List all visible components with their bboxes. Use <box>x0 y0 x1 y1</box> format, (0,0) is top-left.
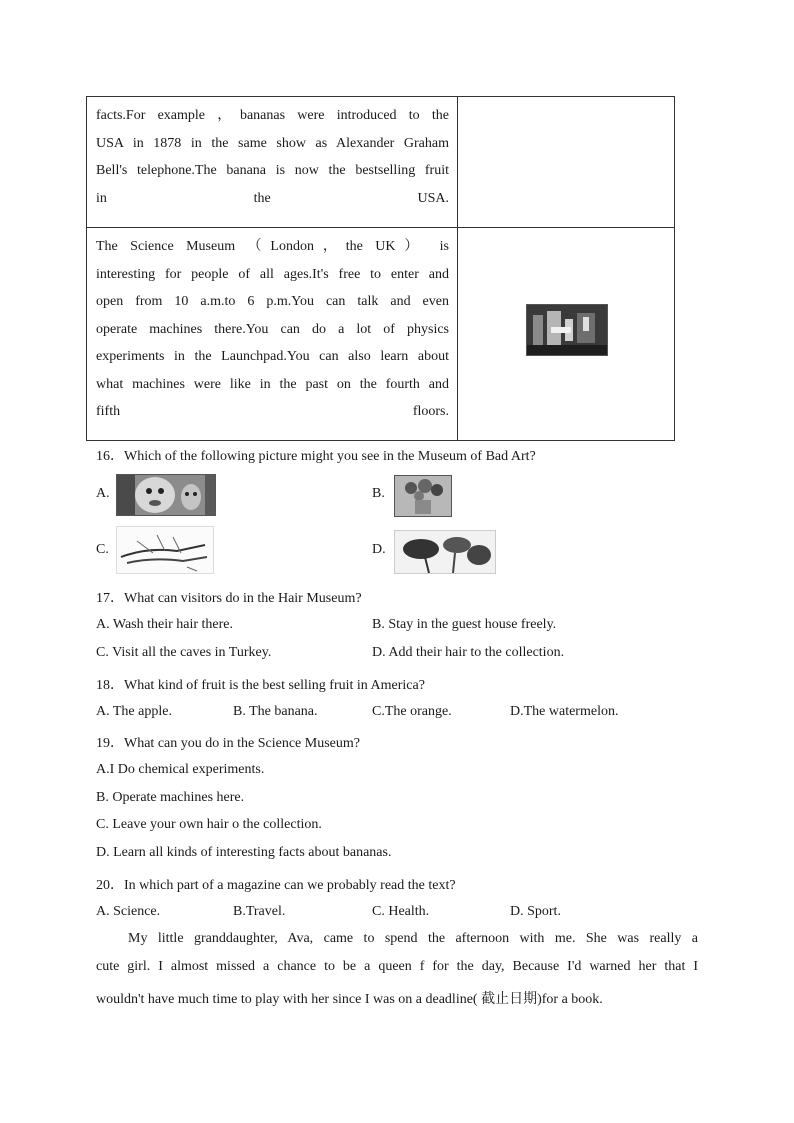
row2-line: experiments in the Launchpad.You can also learn about <box>96 349 449 364</box>
q16-option-c-image[interactable] <box>116 526 214 574</box>
q18-option-b[interactable]: B. The banana. <box>233 704 318 719</box>
q20-option-b[interactable]: B.Travel. <box>233 904 286 919</box>
q18-option-c[interactable]: C.The orange. <box>372 704 452 719</box>
question-16-stem: 16．Which of the following picture might you see in the Museum of Bad Art? <box>96 449 536 464</box>
q16-option-d-image[interactable] <box>394 530 496 574</box>
row2-line: open from 10 a.m.to 6 p.m.You can talk and even <box>96 294 449 309</box>
q16-option-b-image[interactable] <box>394 475 452 517</box>
row2-line: interesting for people of all ages.It's free to enter and <box>96 266 449 282</box>
table-row <box>87 228 675 441</box>
row1-line: facts.For example ，bananas were introduced to the <box>96 108 449 123</box>
q19-option-a[interactable]: A.I Do chemical experiments. <box>96 762 265 777</box>
q16-option-d-label: D. <box>372 542 386 557</box>
q17-option-c[interactable]: C. Visit all the caves in Turkey. <box>96 645 272 660</box>
question-18-stem: 18．What kind of fruit is the best selling fruit in America? <box>96 678 425 693</box>
question-20-stem: 20．In which part of a magazine can we probably read the text? <box>96 878 456 893</box>
table-cell-empty <box>458 97 675 228</box>
q18-option-a[interactable]: A. The apple. <box>96 704 172 719</box>
passage-line: wouldn't have much time to play with her since I was on a deadline( 截止日期)for a book. <box>96 992 603 1007</box>
q17-option-b[interactable]: B. Stay in the guest house freely. <box>372 617 557 632</box>
q17-option-d[interactable]: D. Add their hair to the collection. <box>372 645 565 660</box>
row2-line: The Science Museum （London，the UK） is <box>96 239 449 254</box>
row1-line: Bell's telephone.The banana is now the bestselling fruit <box>96 163 449 178</box>
q20-option-c[interactable]: C. Health. <box>372 904 430 919</box>
question-19-stem: 19．What can you do in the Science Museum? <box>96 736 360 751</box>
question-17-stem: 17．What can visitors do in the Hair Museum? <box>96 591 362 606</box>
q16-option-b-label: B. <box>372 486 385 501</box>
q20-option-d[interactable]: D. Sport. <box>510 904 561 919</box>
row2-line: operate machines there.You can do a lot of physics <box>96 321 449 337</box>
museum-table <box>86 96 675 441</box>
row2-line: fifth floors. <box>96 404 449 419</box>
row2-line: what machines were like in the past on the fourth and <box>96 376 449 392</box>
row1-line: in the USA. <box>96 190 449 206</box>
q16-option-c-label: C. <box>96 542 109 557</box>
table-cell-image <box>458 228 675 441</box>
q19-option-c[interactable]: C. Leave your own hair o the collection. <box>96 817 322 832</box>
table-cell-text <box>87 228 458 441</box>
row1-line: USA in 1878 in the same show as Alexander Graham <box>96 135 449 151</box>
science-museum-photo <box>526 304 608 356</box>
table-cell-text <box>87 97 458 228</box>
q19-option-d[interactable]: D. Learn all kinds of interesting facts about bananas. <box>96 845 392 860</box>
q17-option-a[interactable]: A. Wash their hair there. <box>96 617 234 632</box>
q19-option-b[interactable]: B. Operate machines here. <box>96 790 245 805</box>
passage-line: cute girl. I almost missed a chance to be a queen f for the day, Because I'd warned her that I <box>96 959 698 974</box>
q16-option-a-image[interactable] <box>116 474 216 516</box>
q20-option-a[interactable]: A. Science. <box>96 904 161 919</box>
q18-option-d[interactable]: D.The watermelon. <box>510 704 619 719</box>
passage-line: My little granddaughter, Ava, came to spend the afternoon with me. She was really a <box>128 931 698 946</box>
table-row <box>87 97 675 228</box>
q16-option-a-label: A. <box>96 486 110 501</box>
